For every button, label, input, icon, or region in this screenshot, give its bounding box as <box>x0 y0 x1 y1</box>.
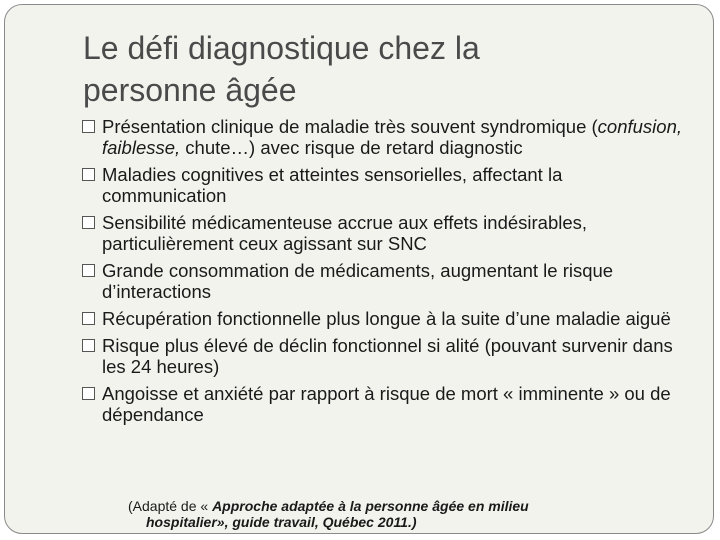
bullet-item <box>80 116 690 158</box>
slide-title <box>83 27 643 111</box>
source-prefix: (Adapté de « <box>128 498 213 514</box>
bullet-item <box>80 383 690 425</box>
bullet-text-part: Présentation clinique de maladie très souvent syndromique ( <box>102 116 598 137</box>
bullet-item <box>80 212 690 254</box>
bullet-text: Maladies cognitives et atteintes sensorielles, affectant la communication <box>102 164 563 206</box>
bullet-item <box>80 164 690 206</box>
checkbox-bullet-icon <box>82 120 95 133</box>
bullet-text-italic: confusion, faiblesse, <box>102 116 683 158</box>
bullet-text: Sensibilité médicamenteuse accrue aux effets indésirables, particulièrement ceux agissant sur SNC <box>102 212 588 254</box>
bullet-list <box>80 116 690 431</box>
bullet-text <box>102 116 690 158</box>
checkbox-bullet-icon <box>82 387 95 400</box>
bullet-text: Angoisse et anxiété par rapport à risque de mort « imminente » ou de dépendance <box>102 383 671 425</box>
checkbox-bullet-icon <box>82 312 95 325</box>
checkbox-bullet-icon <box>82 339 95 352</box>
bullet-text: Grande consommation de médicaments, augmentant le risque d’interactions <box>102 260 614 302</box>
title-line-2: personne âgée <box>83 72 297 108</box>
bullet-text: Récupération fonctionnelle plus longue à la suite d’une maladie aiguë <box>102 308 671 329</box>
checkbox-bullet-icon <box>82 264 95 277</box>
checkbox-bullet-icon <box>82 216 95 229</box>
source-title-line-1: Approche adaptée à la personne âgée en milieu <box>212 498 529 514</box>
bullet-item <box>80 260 690 302</box>
checkbox-bullet-icon <box>82 168 95 181</box>
source-citation <box>128 498 628 530</box>
bullet-text: Risque plus élevé de déclin fonctionnel si alité (pouvant survenir dans les 24 heures) <box>102 335 673 377</box>
title-line-1: Le défi diagnostique chez la <box>83 30 480 66</box>
bullet-item <box>80 335 690 377</box>
bullet-text-part: chute…) avec risque de retard diagnostic <box>180 137 523 158</box>
bullet-item <box>80 308 690 329</box>
source-title-line-2: hospitalier», guide travail, Québec 2011.) <box>146 514 417 530</box>
